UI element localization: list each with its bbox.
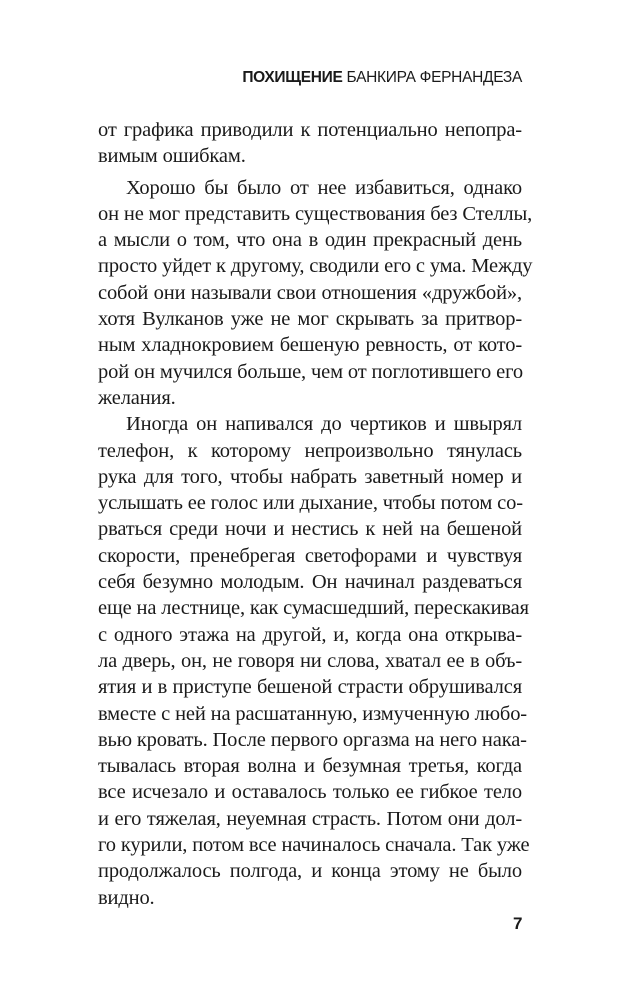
text-line: вью кровать. После первого оргазма на него нака- [98, 728, 527, 751]
text-line: тывалась вторая волна и безумная третья, когда [98, 755, 522, 778]
text-line: рука для того, чтобы набрать заветный номер и [98, 465, 522, 488]
text-line: и его тяжелая, неуемная страсть. Потом они дол- [98, 807, 522, 830]
text-line: себя безумно молодым. Он начинал раздеваться [98, 571, 522, 594]
text-line: Хорошо бы было от нее избавиться, однако [126, 176, 522, 199]
paragraph [98, 411, 530, 911]
running-header-rest: БАНКИРА ФЕРНАНДЕЗА [342, 69, 522, 86]
text-line: еще на лестнице, как сумасшедший, перескакивая [98, 597, 529, 620]
text-line: от графика приводили к потенциально непопра- [98, 119, 522, 141]
running-header [242, 69, 522, 87]
text-line: продолжалось полгода, и конца этому не было [98, 860, 522, 883]
text-line: собой они называли свои отношения «дружбой», [98, 281, 522, 304]
text-line: ным хладнокровием бешеную ревность, от кото- [98, 334, 522, 357]
text-line: скорости, пренебрегая светофорами и чувствуя [98, 544, 522, 567]
text-line: телефон, к которому непроизвольно тянулась [98, 439, 522, 462]
running-header-bold: ПОХИЩЕНИЕ [242, 69, 343, 86]
text-line: рой он мучился больше, чем от поглотившего его [98, 360, 523, 383]
body-text [98, 117, 533, 911]
text-line: услышать ее голос или дыхание, чтобы потом со- [98, 492, 523, 515]
text-line: просто уйдет к другому, сводили его с ума. Между [98, 255, 533, 278]
paragraph [98, 175, 533, 412]
text-line: рваться среди ночи и нестись к ней на бешеной [98, 518, 522, 541]
text-line: го курили, потом все начиналось сначала. Так уже [98, 834, 530, 857]
text-line: он не мог представить существования без Стеллы, [98, 202, 533, 225]
text-line: вимым ошибкам. [98, 145, 246, 168]
text-line: все исчезало и оставалось только ее гибкое тело [98, 781, 522, 804]
paragraph [98, 117, 522, 170]
page-number: 7 [513, 914, 523, 933]
text-line: хотя Вулканов уже не мог скрывать за притвор- [98, 308, 522, 331]
text-line: Иногда он напивался до чертиков и швырял [126, 413, 522, 436]
text-line: а мысли о том, что она в один прекрасный день [98, 229, 522, 252]
text-line: ятия и в приступе бешеной страсти обрушивался [98, 676, 522, 699]
text-line: ла дверь, он, не говоря ни слова, хватал ее в объ- [98, 649, 522, 672]
text-line: желания. [98, 386, 176, 409]
text-line: видно. [98, 886, 155, 909]
text-line: вместе с ней на расшатанную, измученную любо- [98, 702, 527, 725]
text-line: с одного этажа на другой, и, когда она открыва- [98, 623, 522, 646]
